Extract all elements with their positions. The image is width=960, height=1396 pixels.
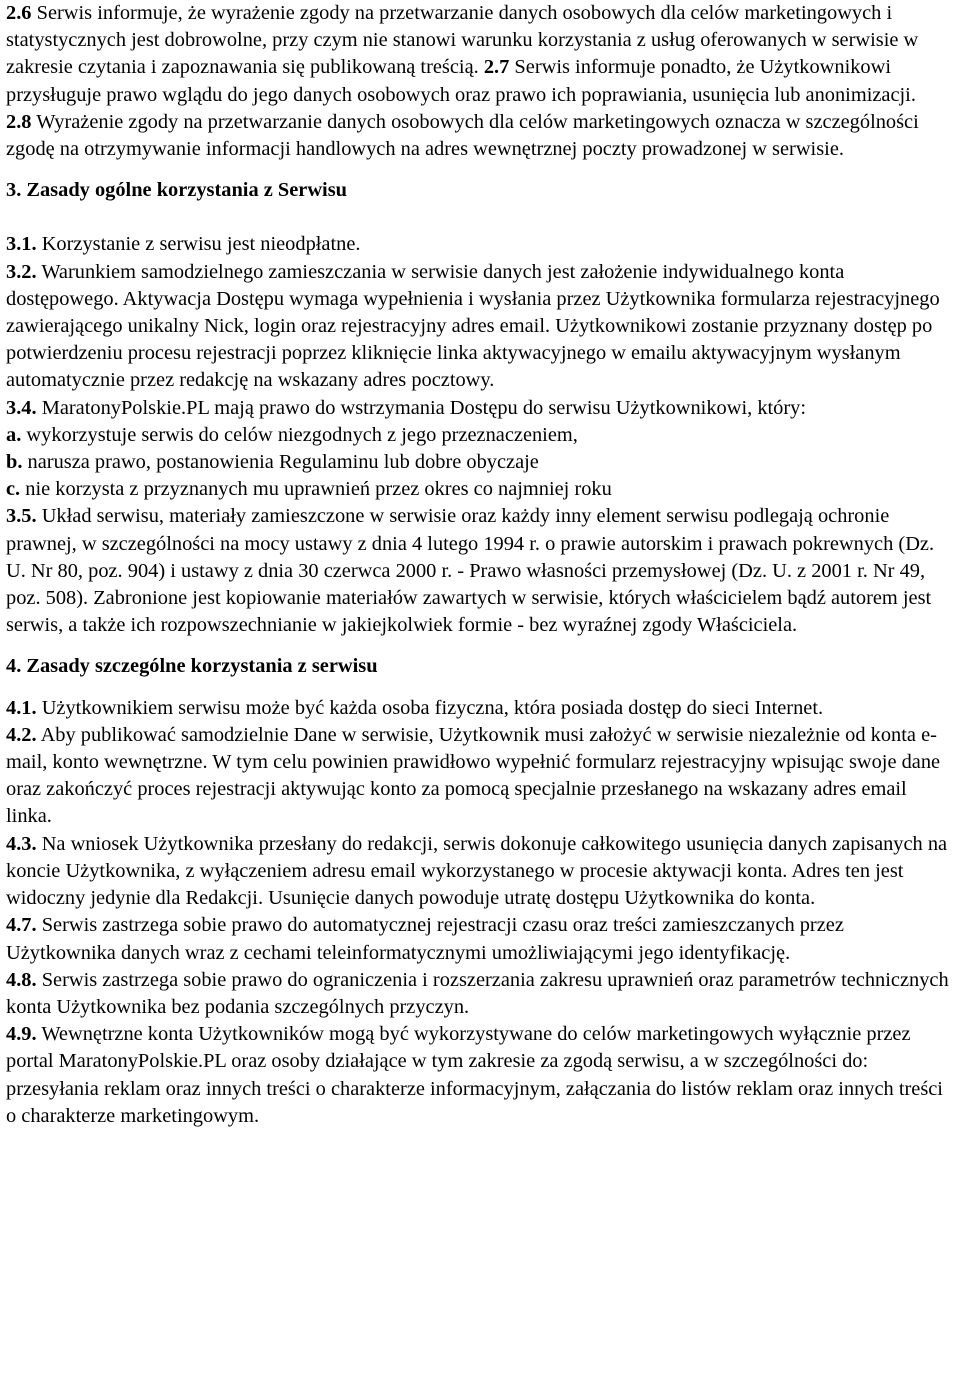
- paragraph-text: Serwis informuje, że wyrażenie zgody na przetwarzanie danych osobowych dla celów marketingowych i statystycznych jest dobrowolne, przy czym nie stanowi warunku korzystania z usług oferowanych w serwisie w zakresie czytania i zapoznawania się publikowaną treścią.: [6, 2, 919, 79]
- spacer: [6, 681, 954, 695]
- paragraph-text: Serwis zastrzega sobie prawo do automatycznej rejestracji czasu oraz treści zamieszczanych przez Użytkownika danych wraz z cechami teleinformatycznymi umożliwiającymi jego identyfikację.: [6, 914, 844, 964]
- paragraph-text: Serwis zastrzega sobie prawo do ograniczenia i rozszerzania zakresu uprawnień oraz parametrów technicznych konta Użytkownika bez podania szczególnych przyczyn.: [6, 968, 949, 1018]
- section-number: 4.8.: [6, 968, 37, 991]
- section-number: 4.2.: [6, 723, 37, 746]
- paragraph-text: Na wniosek Użytkownika przesłany do redakcji, serwis dokonuje całkowitego usunięcia danych zapisanych na koncie Użytkownika, z wyłączeniem adresu email wykorzystanego w procesie aktywacji konta. Adres ten jest widoczny jedynie dla Redakcji. Usunięcie danych powoduje utratę dostępu Użytkownika do konta.: [6, 832, 948, 910]
- paragraph-text: Wewnętrzne konta Użytkowników mogą być wykorzystywane do celów marketingowych wyłącznie przez portal MaratonyPolskie.PL oraz osoby działające w tym zakresie za zgodą serwisu, a w szczególności do: przesyłania reklam oraz innych treści o charakterze informacyjnym, załączania do listów reklam oraz innych treści o charakterze marketingowym.: [6, 1023, 943, 1127]
- section-number: 4.3.: [6, 832, 37, 855]
- section-heading-4: 4. Zasady szczególne korzystania z serwisu: [6, 655, 378, 678]
- section-number: 3.4.: [6, 396, 37, 419]
- paragraph-text: Warunkiem samodzielnego zamieszczania w serwisie danych jest założenie indywidualnego konta dostępowego. Aktywacja Dostępu wymaga wypełnienia i wysłania przez Użytkownika formularza rejestracyjnego zawierającego unikalny Nick, login oraz rejestracyjny adres email. Użytkownikowi zostanie przyznany dostęp po potwierdzeniu procesu rejestracji poprzez kliknięcie linka aktywacyjnego w emailu aktywacyjnym wysłanym automatycznie przez redakcję na wskazany adres pocztowy.: [6, 260, 940, 392]
- list-item-text: wykorzystuje serwis do celów niezgodnych z jego przeznaczeniem,: [21, 423, 578, 446]
- paragraph-text: Aby publikować samodzielnie Dane w serwisie, Użytkownik musi założyć w serwisie niezależnie od konta e-mail, konto wewnętrzne. W tym celu powinien prawidłowo wypełnić formularz rejestracyjny wpisując swoje dane oraz zakończyć proces rejestracji aktywując konto za pomocą specjalnie przesłanego na wskazany adres email linka.: [6, 723, 941, 828]
- paragraph-text: Korzystanie z serwisu jest nieodpłatne.: [36, 233, 361, 256]
- paragraph-4-9: [6, 1021, 954, 1130]
- section-number: 4.7.: [6, 914, 37, 937]
- list-marker: b.: [6, 451, 23, 474]
- paragraph-4-2: [6, 722, 954, 831]
- paragraph-4-8: [6, 967, 954, 1021]
- paragraph-3-1: [6, 231, 954, 258]
- section-number: 4.1.: [6, 696, 37, 719]
- section-number: 3.5.: [6, 505, 37, 528]
- list-item-text: narusza prawo, postanowienia Regulaminu lub dobre obyczaje: [22, 451, 539, 474]
- section-number: 4.9.: [6, 1023, 37, 1046]
- paragraph-text: Układ serwisu, materiały zamieszczone w serwisie oraz każdy inny element serwisu podlegają ochronie prawnej, w szczególności na mocy ustawy z dnia 4 lutego 1994 r. o prawie autorskim i prawach pokrewnych (Dz. U. Nr 80, poz. 904) i ustawy z dnia 30 czerwca 2000 r. - Prawo własności przemysłowej (Dz. U. z 2001 r. Nr 49, poz. 508). Zabronione jest kopiowanie materiałów zawartych w serwisie, których właścicielem bądź autorem jest serwis, a także ich rozpowszechnianie w jakiejkolwiek formie - bez wyraźnej zgody Właściciela.: [6, 505, 935, 637]
- paragraph-text: Wyrażenie zgody na przetwarzanie danych osobowych dla celów marketingowych oznacza w szczególności zgodę na otrzymywanie informacji handlowych na adres wewnętrznej poczty prowadzonej w serwisie.: [6, 110, 919, 161]
- paragraph-3-4: [6, 395, 954, 422]
- paragraph-4-3: [6, 831, 954, 913]
- section-number: 3.1.: [6, 233, 37, 256]
- paragraph-4-1: [6, 695, 954, 722]
- list-item-c: [6, 476, 954, 503]
- section-number: 2.7: [483, 56, 510, 79]
- section-number: 2.6: [6, 2, 32, 24]
- section-number: 3.2.: [6, 260, 37, 283]
- list-marker: c.: [6, 478, 21, 501]
- paragraph-2-6-2-7: [6, 0, 954, 109]
- spacer: [6, 639, 954, 653]
- list-item-text: nie korzysta z przyznanych mu uprawnień przez okres co najmniej roku: [20, 478, 612, 501]
- paragraph-text: Serwis informuje ponadto, że Użytkownikowi przysługuje prawo wglądu do jego danych osobowych oraz prawo ich poprawiania, usunięcia lub anonimizacji.: [6, 56, 916, 106]
- section-number: 2.8: [6, 110, 32, 133]
- list-item-b: [6, 449, 954, 476]
- paragraph-2-8: [6, 109, 954, 163]
- paragraph-3-5: [6, 503, 954, 639]
- list-marker: a.: [6, 423, 22, 446]
- section-heading-3: 3. Zasady ogólne korzystania z Serwisu: [6, 179, 347, 202]
- spacer: [6, 204, 954, 231]
- paragraph-4-7: [6, 912, 954, 966]
- spacer: [6, 163, 954, 177]
- paragraph-text: MaratonyPolskie.PL mają prawo do wstrzymania Dostępu do serwisu Użytkownikowi, który:: [36, 396, 807, 419]
- paragraph-text: Użytkownikiem serwisu może być każda osoba fizyczna, która posiada dostęp do sieci Internet.: [36, 696, 824, 719]
- list-item-a: [6, 422, 954, 449]
- paragraph-3-2: [6, 259, 954, 395]
